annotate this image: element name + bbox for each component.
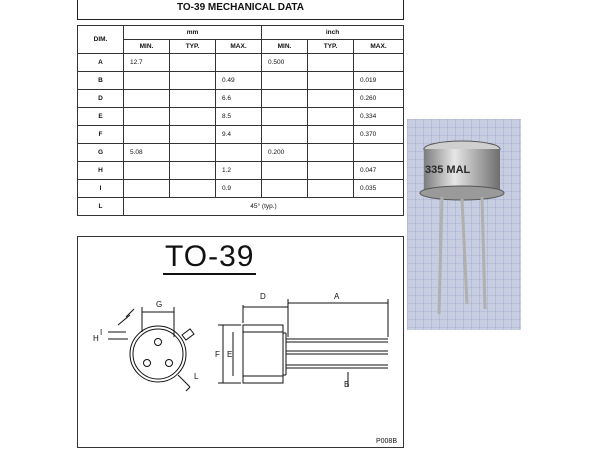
label-B: B xyxy=(344,380,350,389)
value-cell xyxy=(262,108,308,126)
label-D: D xyxy=(260,292,266,301)
table-row xyxy=(78,144,404,162)
value-cell: 0.370 xyxy=(354,126,404,144)
component-photo xyxy=(407,119,521,330)
mechanical-drawing xyxy=(77,236,404,448)
label-I: I xyxy=(100,328,103,337)
label-H: H xyxy=(93,334,99,343)
value-cell: 0.260 xyxy=(354,90,404,108)
table-row xyxy=(78,180,404,198)
value-cell xyxy=(354,144,404,162)
col-header: MIN. xyxy=(124,40,170,54)
dim-cell: D xyxy=(78,90,124,108)
dim-cell: F xyxy=(78,126,124,144)
value-cell: 0.047 xyxy=(354,162,404,180)
value-cell xyxy=(308,72,354,90)
value-cell: 0.200 xyxy=(262,144,308,162)
label-E: E xyxy=(227,350,233,359)
value-cell xyxy=(170,72,216,90)
datasheet-title: TO-39 MECHANICAL DATA xyxy=(77,0,404,20)
label-F: F xyxy=(215,350,220,359)
photo-graphic xyxy=(407,119,521,330)
value-cell xyxy=(216,144,262,162)
label-A: A xyxy=(334,292,340,301)
value-cell: 0.49 xyxy=(216,72,262,90)
value-cell xyxy=(170,108,216,126)
value-cell xyxy=(170,126,216,144)
value-cell xyxy=(262,180,308,198)
value-cell: 0.500 xyxy=(262,54,308,72)
value-cell xyxy=(354,54,404,72)
value-cell xyxy=(170,180,216,198)
dim-cell: I xyxy=(78,180,124,198)
value-cell xyxy=(308,54,354,72)
value-cell xyxy=(308,162,354,180)
value-cell xyxy=(262,162,308,180)
value-cell xyxy=(124,162,170,180)
col-header: MIN. xyxy=(262,40,308,54)
col-header: MAX. xyxy=(354,40,404,54)
value-cell: 12.7 xyxy=(124,54,170,72)
value-cell: 0.334 xyxy=(354,108,404,126)
value-cell xyxy=(216,54,262,72)
col-header: MAX. xyxy=(216,40,262,54)
dim-header: DIM. xyxy=(78,26,124,54)
value-cell: 8.5 xyxy=(216,108,262,126)
table-row xyxy=(78,54,404,72)
unit-mm-header: mm xyxy=(124,26,262,40)
value-cell: 9.4 xyxy=(216,126,262,144)
value-cell: 1.2 xyxy=(216,162,262,180)
dim-cell: L xyxy=(78,198,124,216)
outline-drawing xyxy=(78,237,403,447)
drawing-code: P008B xyxy=(375,438,397,445)
table-row xyxy=(78,108,404,126)
value-cell xyxy=(308,126,354,144)
table-row xyxy=(78,162,404,180)
label-L: L xyxy=(194,372,199,381)
value-cell xyxy=(170,144,216,162)
col-header: TYP. xyxy=(170,40,216,54)
value-cell: 0.035 xyxy=(354,180,404,198)
value-cell xyxy=(262,90,308,108)
dim-cell: H xyxy=(78,162,124,180)
value-cell xyxy=(124,126,170,144)
dimension-table xyxy=(77,25,404,216)
unit-inch-header: inch xyxy=(262,26,404,40)
dim-cell: A xyxy=(78,54,124,72)
dim-cell: E xyxy=(78,108,124,126)
photo-marking: 335 MAL xyxy=(425,164,471,176)
dim-cell: G xyxy=(78,144,124,162)
table-row xyxy=(78,126,404,144)
value-cell: 5.08 xyxy=(124,144,170,162)
value-cell: 0.9 xyxy=(216,180,262,198)
value-cell xyxy=(124,72,170,90)
dim-cell: B xyxy=(78,72,124,90)
value-cell xyxy=(170,162,216,180)
value-cell xyxy=(170,90,216,108)
value-cell xyxy=(170,54,216,72)
drawing-title: TO-39 xyxy=(165,240,255,273)
value-cell xyxy=(308,144,354,162)
table-row xyxy=(78,90,404,108)
value-cell xyxy=(124,108,170,126)
value-cell xyxy=(308,90,354,108)
value-cell xyxy=(124,90,170,108)
label-G: G xyxy=(156,300,163,309)
col-header: TYP. xyxy=(308,40,354,54)
value-cell xyxy=(308,180,354,198)
value-cell xyxy=(262,126,308,144)
value-cell xyxy=(262,72,308,90)
angle-value: 45° (typ.) xyxy=(124,198,404,216)
table-row xyxy=(78,72,404,90)
value-cell: 6.6 xyxy=(216,90,262,108)
value-cell xyxy=(308,108,354,126)
value-cell xyxy=(124,180,170,198)
value-cell: 0.019 xyxy=(354,72,404,90)
